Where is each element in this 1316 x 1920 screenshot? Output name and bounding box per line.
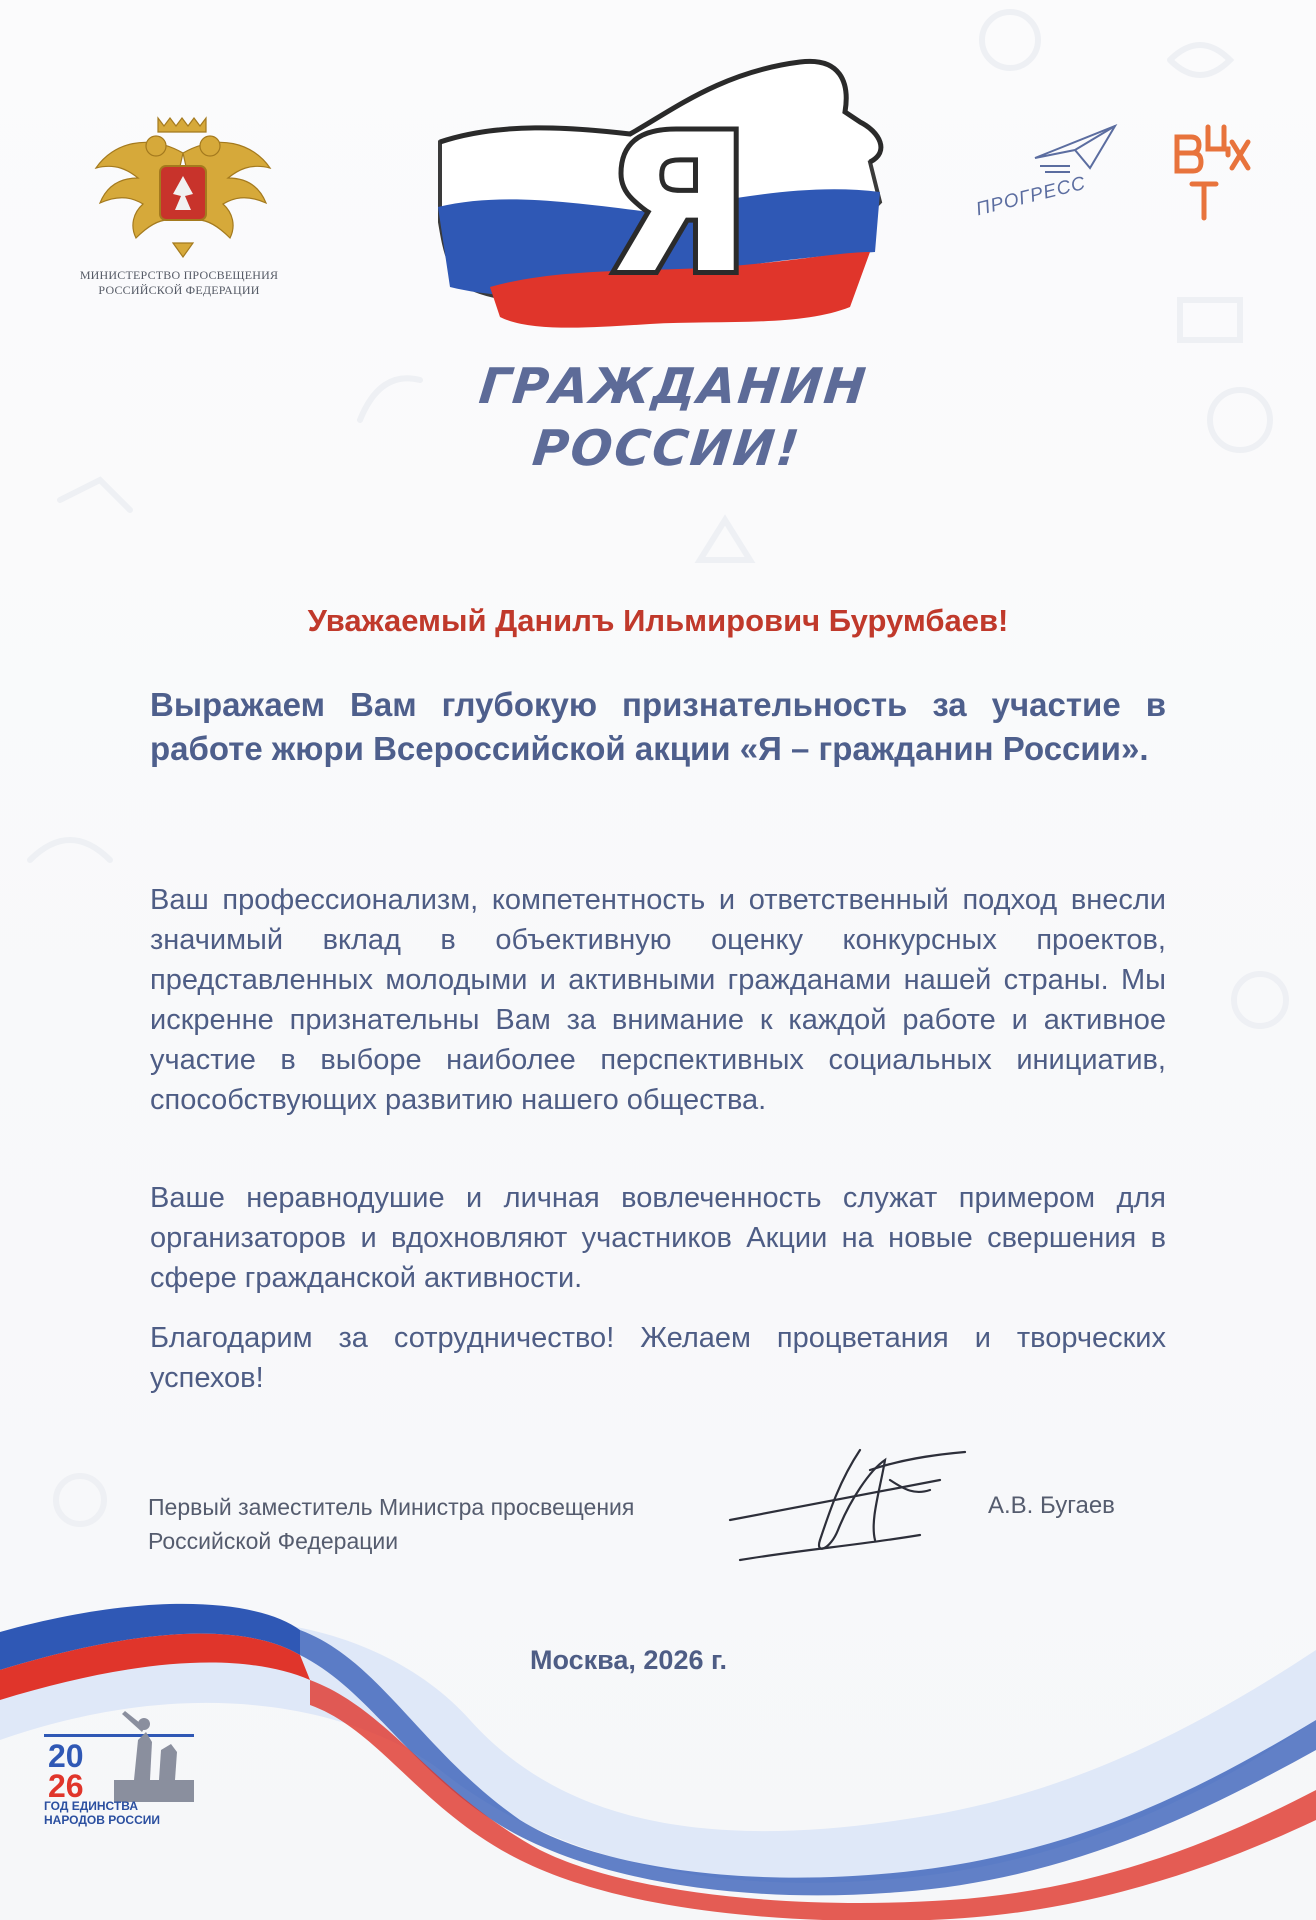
monument-icon [104, 1710, 204, 1806]
headline [393, 356, 946, 480]
ya-letter [605, 94, 751, 315]
ministry-caption [54, 268, 304, 298]
double-headed-eagle-emblem [88, 108, 278, 258]
year-caption-line2: НАРОДОВ РОССИИ [44, 1813, 160, 1827]
year-bottom: 26 [48, 1768, 84, 1804]
signatory-title-line1: Первый заместитель Министра просвещения [148, 1494, 635, 1520]
vcht-logo [1172, 122, 1262, 222]
signatory-title-line2: Российской Федерации [148, 1528, 399, 1554]
ya-letter-text: Я [604, 94, 752, 315]
headline-line1: ГРАЖДАНИН [476, 358, 871, 415]
year-of-unity-caption [44, 1799, 204, 1827]
city-year: Москва, 2026 г. [530, 1645, 728, 1675]
ya-flag-logo [420, 52, 940, 342]
body-paragraph-2: Ваше неравнодушие и личная вовлеченность служат примером для организаторов и вдохновляют участников Акции на новые свершения в сфере гражданской активности. [150, 1182, 1166, 1294]
ministry-caption-line1: МИНИСТЕРСТВО ПРОСВЕЩЕНИЯ [79, 268, 279, 282]
paper-plane-icon [1030, 118, 1120, 178]
lead-paragraph: Выражаем Вам глубокую признательность за участие в работе жюри Всероссийской акции «Я – гражданин России». [150, 686, 1166, 767]
body-paragraph-1: Ваш профессионализм, компетентность и ответственный подход внесли значимый вклад в объективную оценку конкурсных проектов, представленных молодыми и активными гражданами нашей страны. Мы искренне признательны Вам за внимание к каждой работе и активное участие в выборе наиболее перспективных социальных инициатив, способствующих развитию нашего общества. [150, 884, 1166, 1116]
body-paragraph-3: Благодарим за сотрудничество! Желаем процветания и творческих успехов! [150, 1322, 1166, 1394]
year-of-unity-logo [44, 1730, 204, 1804]
ministry-caption-line2: РОССИЙСКОЙ ФЕДЕРАЦИИ [98, 283, 260, 297]
headline-line2: РОССИИ! [529, 420, 804, 477]
greeting: Уважаемый Данилъ Ильмирович Бурумбаев! [307, 603, 1009, 638]
signatory-name: А.В. Бугаев [988, 1492, 1115, 1519]
progress-label: ПРОГРЕСС [974, 172, 1089, 221]
year-top: 20 [48, 1738, 84, 1774]
year-caption-line1: ГОД ЕДИНСТВА [44, 1799, 138, 1813]
